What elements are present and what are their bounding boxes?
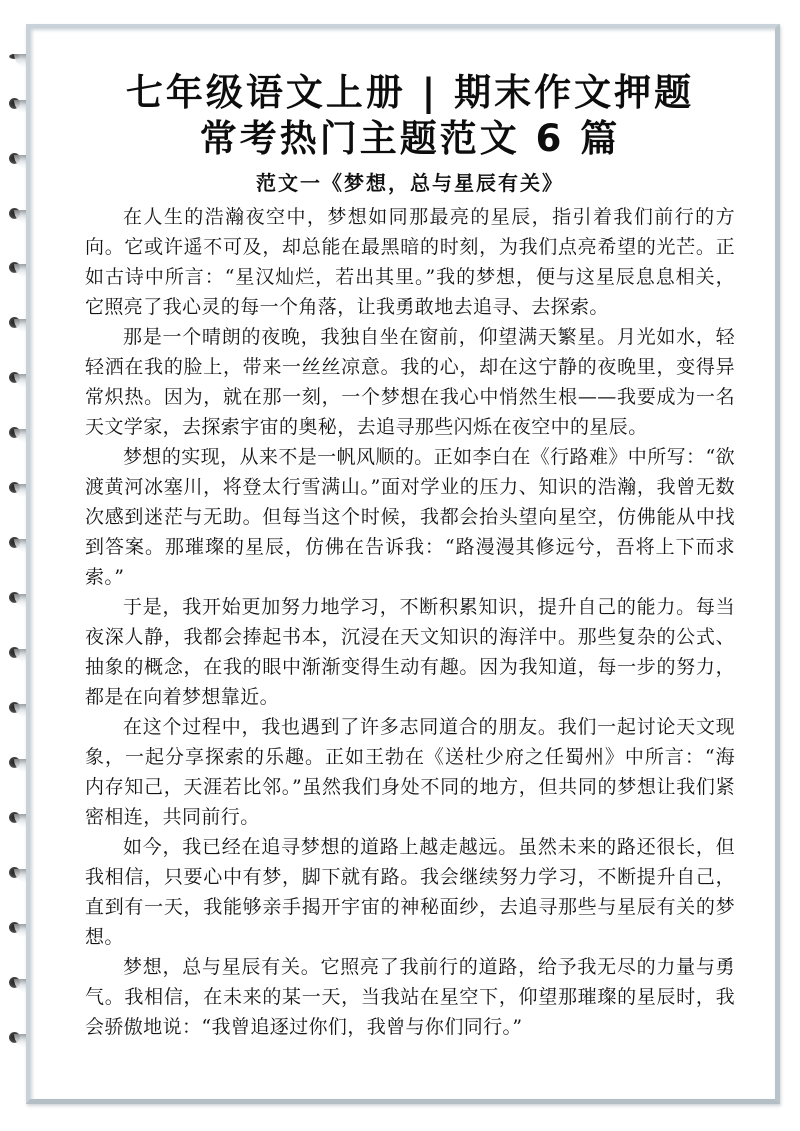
essay-heading: 范文一《梦想，总与星辰有关》 [256, 171, 564, 195]
essay-paragraph: 如今，我已经在追寻梦想的道路上越走越远。虽然未来的路还很长，但我相信，只要心中有梦，脚下就有路。我会继续努力学习，不断提升自己，直到有一天，我能够亲手揭开宇宙的神秘面纱，去追寻那些与星辰有关的梦想。 [85, 836, 735, 948]
essay-paragraph: 梦想的实现，从来不是一帆风顺的。正如李白在《行路难》中所写：“欲渡黄河冰塞川，将登太行雪满山。”面对学业的压力、知识的浩瀚，我曾无数次感到迷茫与无助。但每当这个时候，我都会抬头望向星空，仿佛能从中找到答案。那璀璨的星辰，仿佛在告诉我：“路漫漫其修远兮，吾将上下而求索。” [85, 446, 735, 588]
document-content [85, 70, 735, 1042]
essay-paragraph: 在这个过程中，我也遇到了许多志同道合的朋友。我们一起讨论天文现象，一起分享探索的乐趣。正如王勃在《送杜少府之任蜀州》中所言：“海内存知己，天涯若比邻。”虽然我们身处不同的地方，但共同的梦想让我们紧密相连，共同前行。 [85, 716, 735, 828]
document-title-line-2: 常考热门主题范文 6 篇 [199, 117, 621, 160]
document-title-line-1: 七年级语文上册 | 期末作文押题 [125, 71, 695, 114]
essay-paragraph: 于是，我开始更加努力地学习，不断积累知识，提升自己的能力。每当夜深人静，我都会捧起书本，沉浸在天文知识的海洋中。那些复杂的公式、抽象的概念，在我的眼中渐渐变得生动有趣。因为我知道，每一步的努力，都是在向着梦想靠近。 [85, 596, 735, 708]
essay-body [85, 202, 735, 1042]
essay-paragraph: 在人生的浩瀚夜空中，梦想如同那最亮的星辰，指引着我们前行的方向。它或许遥不可及，却总能在最黑暗的时刻，为我们点亮希望的光芒。正如古诗中所言：“星汉灿烂，若出其里。”我的梦想，便与这星辰息息相关，它照亮了我心灵的每一个角落，让我勇敢地去追寻、去探索。 [85, 206, 735, 318]
essay-paragraph: 梦想，总与星辰有关。它照亮了我前行的道路，给予我无尽的力量与勇气。我相信，在未来的某一天，当我站在星空下，仰望那璀璨的星辰时，我会骄傲地说：“我曾追逐过你们，我曾与你们同行。” [85, 956, 735, 1038]
essay-paragraph: 那是一个晴朗的夜晚，我独自坐在窗前，仰望满天繁星。月光如水，轻轻洒在我的脸上，带来一丝丝凉意。我的心，却在这宁静的夜晚里，变得异常炽热。因为，就在那一刻，一个梦想在我心中悄然生根——我要成为一名天文学家，去探索宇宙的奥秘，去追寻那些闪烁在夜空中的星辰。 [85, 326, 735, 438]
